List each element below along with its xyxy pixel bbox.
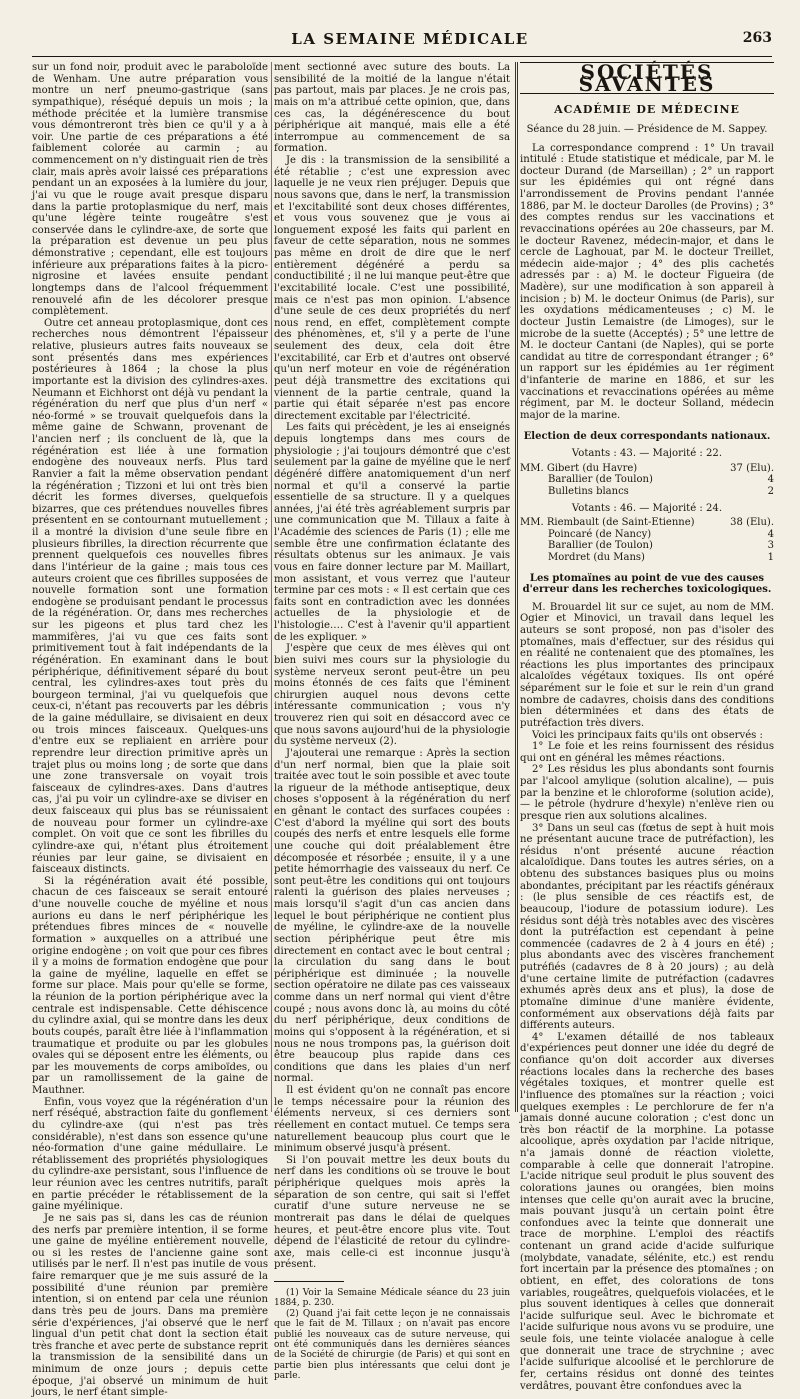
section-title: SOCIÉTÉS SAVANTES <box>520 62 774 94</box>
paragraph: 3° Dans un seul cas (fœtus de sept à huit mois ne présentant aucune trace de putréfaction), les résidus n'ont présenté aucune réaction alcaloïdique. Dans toutes les autres séries, on a obtenu des substances basiques plus ou moins abondantes, précipitant par les réactifs généraux : (le plus sensible de ces réactifs est, de beaucoup, l'iodure de potassium iodure). Les résidus sont déjà très notables avec des viscères dont la putréfaction est cependant à peine commencée (cadavres de 2 à 4 jours en été) ; plus abondants avec des viscères franchement putréfiés (cadavres de 8 à 20 jours) ; au delà d'une certaine limite de putréfaction (cadavres exhumés après deux ans et plus), la dose de ptomaïne diminue d'une manière évidente, conformément aux observations déjà faits par différents auteurs. <box>520 822 774 1032</box>
table-row <box>520 486 774 498</box>
table-row <box>520 540 774 552</box>
paragraph: Enfin, vous voyez que la régénération d'un nerf réséqué, abstraction faite du gonflement du cylindre-axe (qui n'est pas très considérable), n'est dans son essence qu'une néo-formation d'une gaine médullaire. Le rétablissement des propriétés physiologiques du cylindre-axe persistant, sous l'influence de leur réunion avec les centres nutritifs, paraît en partie précéder le rétablissement de la gaine myélinique. <box>32 1096 268 1213</box>
candidate-name: Barallier (de Toulon) <box>548 540 653 552</box>
column-left <box>32 62 268 1399</box>
vote-count: 4 <box>767 474 774 486</box>
election-heading: Election de deux correspondants nationaux. <box>523 430 771 442</box>
paragraph: J'ajouterai une remarque : Après la section d'un nerf normal, bien que la plaie soit traitée avec tout le soin possible et avec toute la rigueur de la méthode antiseptique, deux choses s'opposent à la régénération du nerf en gênant le contact des surfaces coupées : C'est d'abord la myéline qui sort des bouts coupés des nerfs et entre lesquels elle forme une couche qui doit préalablement être décomposée et résorbée ; ensuite, il y a une petite hémorrhagie des vaisseaux du nerf. Ce sont peut-être les conditions qui ont toujours ralenti la guérison des plaies nerveuses ; mais lorsqu'il s'agit d'un cas ancien dans lequel le bout périphérique ne contient plus de myéline, le cylindre-axe de la nouvelle section périphérique peut être mis directement en contact avec le bout central ; la circulation du sang dans le bout périphérique est diminuée ; la nouvelle section opératoire ne dilate pas ces vaisseaux comme dans un nerf normal qui vient d'être coupé ; nous avons donc là, au moins du côté du nerf périphérique, deux conditions de moins qui s'opposent à la régénération, et si nous ne nous trompons pas, la guérison doit être beaucoup plus rapide dans ces conditions que dans les plaies d'un nerf normal. <box>274 747 510 1085</box>
paragraph: Les faits qui précèdent, je les ai enseignés depuis longtemps dans mes cours de physiologie ; j'ai toujours démontré que c'est seulement par la gaine de myéline que le nerf dégénéré diffère anatomiquement d'un nerf normal et qu'il a conservé la partie essentielle de sa structure. Il y a quelques années, j'ai été très agréablement surpris par une communication que M. Tillaux a faite à l'Académie des sciences de Paris (1) ; elle me semble être une confirmation éclatante des résultats obtenus sur les animaux. Je vais vous en faire donner lecture par M. Maillart, mon assistant, et vous verrez que l'auteur termine par ces mots : « Il est certain que ces faits sont en contradiction avec les données actuelles de la physiologie et de l'histologie.… C'est à l'avenir qu'il appartient de les expliquer. » <box>274 422 510 643</box>
vote-count: 4 <box>767 528 774 540</box>
vote-count: 38 (Elu). <box>730 517 774 529</box>
paragraph: Si la régénération avait été possible, chacun de ces faisceaux se serait entouré d'une nouvelle couche de myéline et nous aurions eu dans le nerf périphérique les prétendues fibres minces de « nouvelle formation » auxquelles on a attribué une origine endogène ; on voit que pour ces fibres il y a moins de formation endogène que pour la gaine de myéline, laquelle en effet se forme sur place. Mais pour qu'elle se forme, la réunion de la portion périphérique avec la centrale est indispensable. Cette déhiscence du cylindre axial, qui se montre dans les deux bouts coupés, paraît être liée à l'inflammation traumatique et produite ou par les globules ovales qui se déposent entre les éléments, ou par les mouvements de corps amiboïdes, ou par un ramollissement de la gaine de Mauthner. <box>32 875 268 1096</box>
footnote: (2) Quand j'ai fait cette leçon je ne connaissais que le fait de M. Tillaux ; on n'avait pas encore publié les nouveaux cas de suture nerveuse, qui ont été communiqués dans les dernières séances de la Société de chirurgie (de Paris) et qui sont en partie bien plus intéressants que celui dont je parle. <box>274 1308 510 1382</box>
paragraph: ment sectionné avec suture des bouts. La sensibilité de la moitié de la langue n'était pas partout, mais par places. Je ne crois pas, mais on m'a attribué cette opinion, que, dans ces cas, la dégénérescence du bout périphérique ait manqué, mais elle a été interrompue au commencement de sa formation. <box>274 62 510 155</box>
table-row <box>520 517 774 529</box>
table-row <box>520 552 774 564</box>
vote-summary: Votants : 46. — Majorité : 24. <box>571 502 723 514</box>
column-divider <box>515 62 518 1112</box>
vote-summary: Votants : 43. — Majorité : 22. <box>571 448 723 460</box>
paragraph: M. Brouardel lit sur ce sujet, au nom de MM. Ogier et Minovici, un travail dans lequel les auteurs se sont proposé, non pas d'isoler des ptomaïnes, mais d'effectuer, sur des résidus qui en réalité ne contenaient que des ptomaïnes, les réactions les plus importantes des principaux alcaloïdes végétaux toxiques. Ils ont opéré séparément sur le foie et sur le rein d'un grand nombre de cadavres, choisis dans des conditions bien déterminées et dans des états de putréfaction très divers. <box>520 601 774 729</box>
journal-title: LA SEMAINE MÉDICALE <box>291 30 529 48</box>
candidate-name: Mordret (du Mans) <box>548 551 645 563</box>
page-number: 263 <box>742 30 772 46</box>
paragraph: Je dis : la transmission de la sensibilité a été rétablie ; c'est une expression avec laquelle je ne veux rien préjuger. Depuis que nous savons que, dans le nerf, la transmission et l'excitabilité sont deux choses différentes, et vous vous souvenez que je vous ai longuement exposé les faits qui parlent en faveur de cette séparation, nous ne sommes pas même en droit de dire que le nerf entièrement dégénéré a perdu sa conductibilité ; il ne lui manque peut-être que l'excitabilité locale. C'est une possibilité, mais ce n'est pas mon opinion. L'absence d'une seule de ces deux propriétés du nerf nous rend, en effet, complètement compte des phénomènes, et, s'il y a perte de l'une seulement des deux, cela doit être l'excitabilité, car Erb et d'autres ont observé qu'un nerf moteur en voie de régénération peut déjà transmettre des excitations qui viennent de la partie centrale, quand la partie qui était séparée n'est pas encore directement excitable par l'électricité. <box>274 155 510 422</box>
paragraph: La correspondance comprend : 1° Un travail intitulé : Etude statistique et médicale, par M. le docteur Durand (de Marseillan) ; 2° un rapport sur les épidémies qui ont régné dans l'arrondissement de Provins pendant l'année 1886, par M. le docteur Darolles (de Provins) ; 3° des comptes rendus sur les vaccinations et revaccinations opérées au 20e chasseurs, par M. le docteur Ravenez, médecin-major, et dans le cercle de Laghouat, par M. le docteur Treillet, médecin aide-major ; 4° des plis cachetés adressés par : a) M. le docteur Figueira (de Madère), sur une modification à son appareil à incision ; b) M. le docteur Onimus (de Paris), sur les oxydations médicamenteuses ; c) M. le docteur Justin Lemaistre (de Limoges), sur le microbe de la suette (Acceptés) ; 5° une lettre de M. le docteur Cantani (de Naples), qui se porte candidat au titre de correspondant étranger ; 6° un rapport sur les épidémies au 1er régiment d'infanterie de marine en 1886, et sur les vaccinations et revaccinations opérées au même régiment, par M. le docteur Solland, médecin major de la marine. <box>520 142 774 421</box>
paragraph: Si l'on pouvait mettre les deux bouts du nerf dans les conditions où se trouve le bout périphérique quelques mois après la séparation de son centre, qui sait si l'effet curatif d'une suture nerveuse ne se montrerait pas dans le délai de quelques heures, et peut-être encore plus vite. Tout dépend de l'élasticité de retour du cylindre-axe, mais celle-ci est inconnue jusqu'à présent. <box>274 1154 510 1271</box>
table-row <box>520 463 774 475</box>
column-right <box>520 60 774 1392</box>
column-middle <box>274 62 510 1382</box>
academy-heading: ACADÉMIE DE MÉDECINE <box>554 103 740 117</box>
table-row <box>520 529 774 541</box>
header-rule <box>32 56 772 57</box>
candidate-name: MM. Riembault (de Saint-Etienne) <box>520 517 695 529</box>
footnote-rule <box>274 1281 344 1282</box>
footnote: (1) Voir la Semaine Médicale séance du 23 juin 1884, p. 230. <box>274 1288 510 1309</box>
candidate-name: Barallier (de Toulon) <box>548 474 653 486</box>
column-divider <box>271 62 272 1112</box>
ptomaines-heading: Les ptomaïnes au point de vue des causes d'erreur dans les recherches toxicologiques. <box>522 572 772 596</box>
paragraph: Voici les principaux faits qu'ils ont observés : <box>532 729 763 741</box>
vote-table <box>520 463 774 498</box>
paragraph: Outre cet anneau protoplasmique, dont ces recherches nous démontrent l'épaisseur relative, plusieurs autres faits nouveaux se sont présentés dans mes expériences postérieures à 1864 ; la chose la plus importante est la division des cylindres-axes. Neumann et Eichhorst ont déjà vu pendant la régénération du nerf que plus d'un nerf « néo-formé » se trouvait quelquefois dans la même gaine de Schwann, provenant de l'ancien nerf ; ils concluent de là, que la régénération est liée à une formation endogène des nouveaux nerfs. Plus tard Ranvier a fait la même observation pendant la régénération ; Tizzoni et lui ont très bien décrit les formes diverses, quelquefois bizarres, que ces prétendues nouvelles fibres présentent en se contournant mutuellement ; il a montré la division d'une seule fibre en plusieurs fibrilles, la direction récurrente que prennent quelquefois ces nouvelles fibres dans l'intérieur de la gaine ; mais tous ces auteurs croient que ces fibrilles supposées de nouvelle formation sont une formation endogène se produisant pendant le processus de la régénération. Or, dans mes recherches sur les pigeons et plus tard chez les mammifères, j'ai vu que ces faits sont primitivement tout à fait indépendants de la régénération. En examinant dans le bout périphérique, définitivement séparé du bout central, les cylindres-axes tout près du bourgeon terminal, j'ai vu quelquefois que ceux-ci, n'étant pas recouverts par les débris de la gaine médullaire, se divisaient en deux ou trois minces faisceaux. Quelques-uns d'entre eux se repliaient en arrière pour reprendre leur direction primitive après un trajet plus ou moins long ; de sorte que dans une zone transversale on voyait trois faisceaux de cylindres-axes. Dans d'autres cas, j'ai pu voir un cylindre-axe se diviser en deux faisceaux qui plus bas se réunissaient de nouveau pour former un cylindre-axe complet. On voit que ce sont les fibrilles du cylindre-axe qui, n'étant plus étroitement réunies par leur gaine, se divisaient en faisceaux distincts. <box>32 317 268 876</box>
candidate-name: Poincaré (de Nancy) <box>548 528 652 540</box>
paragraph: 2° Les résidus les plus abondants sont fournis par l'alcool amylique (solution alcaline), — puis par la benzine et le chloroforme (solution acide), — le pétrole (hydrure d'hexyle) n'enlève rien ou presque rien aux solutions alcalines. <box>520 764 774 822</box>
vote-table <box>520 517 774 563</box>
paragraph: 4° L'examen détaillé de nos tableaux d'expériences peut donner une idée du degré de confiance qu'on doit accorder aux diverses réactions locales dans la recherche des bases végétales toxiques, et montrer quelle est l'influence des ptomaïnes sur la réaction ; voici quelques exemples : Le perchlorure de fer n'a jamais donné aucune coloration ; c'est donc un très bon réactif de la morphine. La potasse alcoolique, après oxydation par l'acide nitrique, n'a jamais donné de réaction violette, comparable à celle que donnerait l'atropine. L'acide nitrique seul produit le plus souvent des colorations jaunes ou orangées, bien moins intenses que celle qu'on aurait avec la brucine, mais pouvant jusqu'à un certain point être confondues avec la teinte que donnerait une trace de morphine. L'emploi des réactifs contenant un grand acide d'acide sulfurique (molybdate, vanadate, sélénite, etc.) est rendu fort incertain par la présence des ptomaïnes ; on obtient, en effet, des colorations de tons variables, rougeâtres, quelquefois violacées, et le plus souvent identiques à celles que donnerait l'acide sulfurique seul. Avec le bichromate et l'acide sulfurique nous avons vu se produire, une seule fois, une teinte violacée analogue à celle que donnerait une trace de strychnine ; avec l'acide sulfurique alcoolisé et le perchlorure de fer, certains résidus ont donné des teintes verdâtres, pouvant être confondues avec la <box>520 1031 774 1392</box>
page-header <box>48 30 772 52</box>
paragraph: Il est évident qu'on ne connaît pas encore le temps nécessaire pour la réunion des éléments nerveux, si ces derniers sont réellement en contact mutuel. Ce temps sera naturellement beaucoup plus court que le minimum observé jusqu'à présent. <box>274 1085 510 1155</box>
vote-count: 2 <box>767 485 774 497</box>
session-line: Séance du 28 juin. — Présidence de M. Sappey. <box>526 123 768 135</box>
table-row <box>520 474 774 486</box>
paragraph: sur un fond noir, produit avec le paraboloïde de Wenham. Une autre préparation vous montre un nerf pneumo-gastrique (sans sympathique), réséqué depuis un mois ; la méthode précitée et la lumière transmise vous démontreront très bien ce qu'il y a à voir. Une partie de ces préparations a été faiblement colorée au carmin ; au commencement on n'y distinguait rien de très clair, mais après avoir laissé ces préparations pendant un an exposées à la lumière du jour, j'ai vu que le rouge avait presque disparu dans la partie protoplasmique du nerf, mais qu'une légère teinte rougeâtre s'est conservée dans le cylindre-axe, de sorte que la préparation est devenue un peu plus démonstrative ; cependant, elle est toujours inférieure aux préparations faites à la picro-nigrosine et lavées ensuite pendant longtemps dans de l'alcool fréquemment renouvelé afin de les décolorer presque complètement. <box>32 62 268 318</box>
paragraph: J'espère que ceux de mes élèves qui ont bien suivi mes cours sur la physiologie du système nerveux seront peut-être un peu moins étonnés de ces faits que l'éminent chirurgien auquel nous devons cette intéressante communication ; vous n'y trouverez rien qui soit en désaccord avec ce que nous savons aujourd'hui de la physiologie du système nerveux (2). <box>274 643 510 748</box>
paragraph: Je ne sais pas si, dans les cas de réunion des nerfs par première intention, il se forme une gaine de myéline entièrement nouvelle, ou si les restes de l'ancienne gaine sont utilisés par le nerf. Il n'est pas inutile de vous faire remarquer que je me suis assuré de la possibilité d'une réunion par première intention, si on entend par cela une réunion dans très peu de jours. Dans ma première série d'expériences, j'ai observé que le nerf lingual d'un petit chat dont la section était très franche et avec perte de substance reprit la transmission de la sensibilité dans un minimum de onze jours ; depuis cette époque, j'ai observé un minimum de huit jours, le nerf étant simple- <box>32 1212 268 1399</box>
candidate-name: MM. Gibert (du Havre) <box>520 462 638 474</box>
paragraph: 1° Le foie et les reins fournissent des résidus qui ont en général les mêmes réactions. <box>520 741 774 764</box>
vote-count: 3 <box>767 540 774 552</box>
vote-count: 1 <box>767 551 774 563</box>
vote-count: 37 (Elu). <box>730 462 774 474</box>
candidate-name: Bulletins blancs <box>548 485 629 497</box>
